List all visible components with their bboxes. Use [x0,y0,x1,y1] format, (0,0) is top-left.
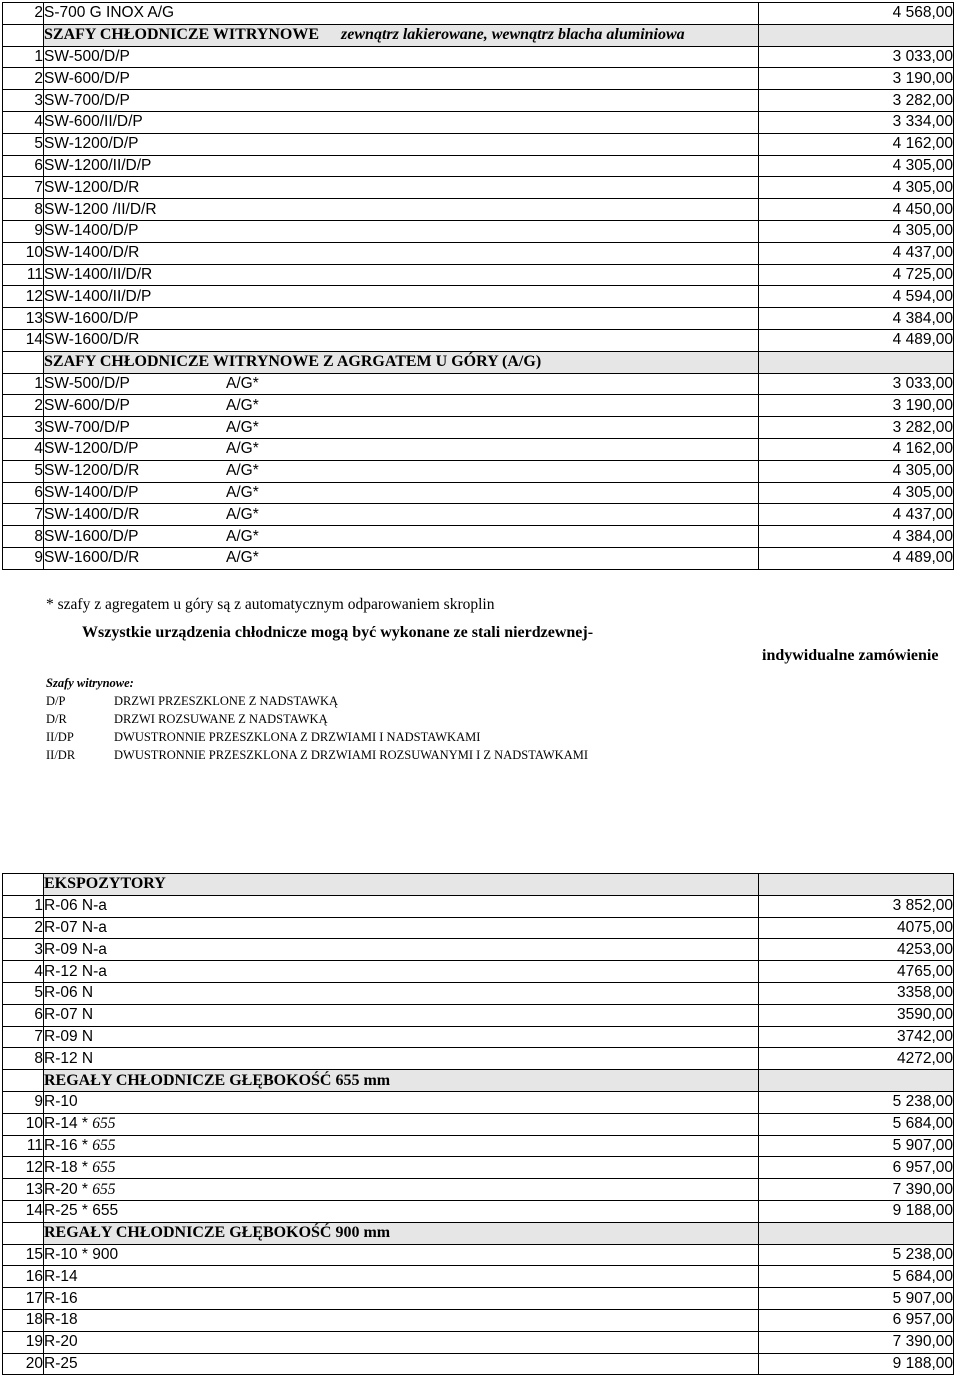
model-name: S-700 G INOX A/G [44,4,175,22]
table-row [3,482,954,504]
table-row [3,373,954,395]
model-name: SW-1200/II/D/P [44,156,152,174]
row-number: 5 [3,982,44,1004]
table-row [3,155,954,177]
model-cell [44,90,759,112]
table-row [3,1309,954,1331]
model-cell [44,286,759,308]
price: 4 568,00 [759,3,954,25]
model-name: R-25 * 655 [44,1202,119,1220]
price: 4272,00 [759,1048,954,1070]
price: 4 450,00 [759,199,954,221]
row-number: 4 [3,111,44,133]
row-number: 6 [3,155,44,177]
legend-row [46,746,588,764]
model-name: R-07 N [44,1006,94,1024]
price: 3 282,00 [759,417,954,439]
model-cell [44,111,759,133]
model-cell [44,395,759,417]
price: 5 238,00 [759,1244,954,1266]
section-header-row [3,351,954,373]
table-row [3,504,954,526]
price: 9 188,00 [759,1200,954,1222]
aggregate-mark: A/G* [226,505,259,523]
row-number: 7 [3,1026,44,1048]
price: 3 033,00 [759,46,954,68]
model-name: SW-700/D/P [44,418,130,436]
model-cell [44,939,759,961]
model-cell [44,547,759,569]
model-name: SW-1600/D/R [44,549,140,567]
model-cell [44,1179,759,1201]
row-number: 7 [3,504,44,526]
row-number: 7 [3,177,44,199]
model-cell [44,1048,759,1070]
model-cell [44,417,759,439]
table-row [3,177,954,199]
price: 4 594,00 [759,286,954,308]
model-cell [44,482,759,504]
model-cell [44,1200,759,1222]
table-row [3,242,954,264]
model-name: R-18 [44,1311,78,1329]
table-row [3,1135,954,1157]
price: 5 907,00 [759,1135,954,1157]
row-number [3,351,44,373]
price: 4 384,00 [759,308,954,330]
row-number: 3 [3,90,44,112]
row-number: 20 [3,1353,44,1375]
price: 4 162,00 [759,133,954,155]
row-number: 8 [3,1048,44,1070]
price: 3 190,00 [759,68,954,90]
table-row [3,1004,954,1026]
price: 4 305,00 [759,460,954,482]
model-cell [44,1353,759,1375]
model-name: R-20 * [44,1180,93,1198]
price: 4 384,00 [759,526,954,548]
table-row [3,417,954,439]
model-name: SW-1200/D/P [44,440,139,458]
price: 4 725,00 [759,264,954,286]
price-table-racks [2,873,954,1375]
row-number: 10 [3,242,44,264]
model-name: SW-600/D/P [44,396,130,414]
row-number [3,24,44,46]
model-cell [44,1266,759,1288]
row-number: 14 [3,329,44,351]
table-row [3,308,954,330]
price: 3358,00 [759,982,954,1004]
row-number: 14 [3,1200,44,1222]
table-row [3,1200,954,1222]
row-number: 19 [3,1331,44,1353]
model-name: R-16 * [44,1136,93,1154]
table-row [3,90,954,112]
row-number: 5 [3,133,44,155]
table-row [3,917,954,939]
section-header-row [3,874,954,896]
model-name: SW-1200 /II/D/R [44,200,157,218]
model-cell [44,1026,759,1048]
legend-title: Szafy witrynowe: [46,676,134,690]
section-title-cell [44,1070,759,1092]
model-name: SW-1400/D/P [44,483,139,501]
depth-suffix: 655 [92,1180,116,1198]
model-name: SW-1400/D/R [44,505,140,523]
price: 5 684,00 [759,1113,954,1135]
table-row [3,1266,954,1288]
price: 4253,00 [759,939,954,961]
aggregate-mark: A/G* [226,549,259,567]
stainless-steel-note: Wszystkie urządzenia chłodnicze mogą być wykonane ze stali nierdzewnej- [82,624,594,641]
section-title-cell [44,24,759,46]
model-name: R-20 [44,1333,78,1351]
table-row [3,1091,954,1113]
row-number: 9 [3,220,44,242]
aggregate-footnote: * szafy z agregatem u góry są z automatycznym odparowaniem skroplin [46,596,495,613]
legend-row [46,692,588,710]
model-cell [44,264,759,286]
price: 3 033,00 [759,373,954,395]
row-number: 3 [3,939,44,961]
aggregate-mark: A/G* [226,527,259,545]
legend-desc: DRZWI PRZESZKLONE Z NADSTAWKĄ [114,694,339,708]
row-number: 11 [3,1135,44,1157]
model-name: R-10 [44,1093,78,1111]
price: 4 489,00 [759,547,954,569]
price: 6 957,00 [759,1157,954,1179]
table-row [3,939,954,961]
model-name: SW-600/II/D/P [44,113,143,131]
legend-desc: DWUSTRONNIE PRZESZKLONA Z DRZWIAMI ROZSUWANYMI I Z NADSTAWKAMI [114,748,589,762]
depth-suffix: 655 [92,1136,116,1154]
row-number: 8 [3,199,44,221]
legend-desc: DRZWI ROZSUWANE Z NADSTAWKĄ [114,712,328,726]
table-row [3,1026,954,1048]
row-number: 16 [3,1266,44,1288]
row-number: 1 [3,373,44,395]
model-name: R-18 * [44,1158,93,1176]
model-name: R-12 N [44,1049,94,1067]
price: 4765,00 [759,961,954,983]
row-number: 5 [3,460,44,482]
model-cell [44,1113,759,1135]
section-header-row [3,1070,954,1092]
table-row [3,1157,954,1179]
model-name: SW-1600/D/R [44,331,140,349]
table-row [3,111,954,133]
table-row [3,460,954,482]
price: 3 282,00 [759,90,954,112]
price: 4 305,00 [759,155,954,177]
model-name: SW-700/D/P [44,91,130,109]
row-number: 8 [3,526,44,548]
section-title-cell [44,1222,759,1244]
model-cell [44,242,759,264]
row-number: 6 [3,482,44,504]
model-cell [44,68,759,90]
model-name: SW-1200/D/P [44,135,139,153]
model-cell [44,1135,759,1157]
table-row [3,68,954,90]
aggregate-mark: A/G* [226,374,259,392]
aggregate-mark: A/G* [226,440,259,458]
model-name: SW-1400/II/D/R [44,265,153,283]
price-cell [759,1070,954,1092]
legend-code: D/P [46,694,66,708]
depth-suffix: 655 [92,1115,116,1133]
row-number: 12 [3,1157,44,1179]
model-name: R-06 N-a [44,897,107,915]
table-row [3,1113,954,1135]
section-title: SZAFY CHŁODNICZE WITRYNOWE Z AGRGATEM U GÓRY (A/G) [44,353,542,371]
section-title: REGAŁY CHŁODNICZE GŁĘBOKOŚĆ 655 mm [44,1071,391,1089]
price: 3 190,00 [759,395,954,417]
table-row [3,199,954,221]
table-row [3,895,954,917]
row-number: 18 [3,1309,44,1331]
table-row [3,1179,954,1201]
price: 3 334,00 [759,111,954,133]
table-row [3,1353,954,1375]
aggregate-mark: A/G* [226,418,259,436]
model-name: R-14 [44,1267,78,1285]
model-name: SW-500/D/P [44,374,130,392]
model-name: SW-1200/D/R [44,462,140,480]
section-title-cell [44,351,759,373]
model-name: SW-600/D/P [44,69,130,87]
section-title: SZAFY CHŁODNICZE WITRYNOWE [44,26,320,44]
model-cell [44,220,759,242]
price: 4 162,00 [759,438,954,460]
price: 4 437,00 [759,242,954,264]
model-cell [44,1004,759,1026]
row-number: 1 [3,895,44,917]
model-cell [44,982,759,1004]
model-name: R-12 N-a [44,962,107,980]
table-row [3,438,954,460]
row-number [3,1222,44,1244]
row-number: 15 [3,1244,44,1266]
model-name: R-09 N-a [44,940,107,958]
price: 3 852,00 [759,895,954,917]
row-number [3,874,44,896]
table-row [3,133,954,155]
model-name: R-25 [44,1354,78,1372]
price: 4 305,00 [759,220,954,242]
price-table-cabinets [2,2,954,570]
price: 4 305,00 [759,482,954,504]
row-number: 1 [3,46,44,68]
section-header-row [3,24,954,46]
price-cell [759,351,954,373]
model-cell [44,1309,759,1331]
row-number [3,1070,44,1092]
row-number: 6 [3,1004,44,1026]
section-title-cell [44,874,759,896]
legend-row [46,728,588,746]
price-cell [759,1222,954,1244]
price: 5 684,00 [759,1266,954,1288]
row-number: 10 [3,1113,44,1135]
price: 4 489,00 [759,329,954,351]
model-name: R-07 N-a [44,918,107,936]
depth-suffix: 655 [92,1158,116,1176]
model-name: SW-1600/D/P [44,527,139,545]
model-cell [44,155,759,177]
row-number: 9 [3,547,44,569]
model-name: SW-1600/D/P [44,309,139,327]
row-number: 13 [3,308,44,330]
custom-order-note: indywidualne zamówienie [762,647,939,664]
aggregate-mark: A/G* [226,396,259,414]
legend-row [46,710,588,728]
row-number: 17 [3,1288,44,1310]
model-name: SW-500/D/P [44,47,130,65]
model-cell [44,1331,759,1353]
table-row [3,329,954,351]
model-name: R-09 N [44,1027,94,1045]
legend-code: II/DR [46,748,76,762]
section-header-row [3,1222,954,1244]
legend [46,674,588,764]
model-name: R-10 * 900 [44,1245,119,1263]
model-name: SW-1400/D/P [44,222,139,240]
price: 5 238,00 [759,1091,954,1113]
model-cell [44,526,759,548]
legend-code: D/R [46,712,67,726]
table-row [3,395,954,417]
row-number: 9 [3,1091,44,1113]
model-name: R-16 [44,1289,78,1307]
row-number: 11 [3,264,44,286]
table-row [3,220,954,242]
row-number: 2 [3,68,44,90]
model-cell [44,177,759,199]
section-title: EKSPOZYTORY [44,875,166,893]
model-cell [44,3,759,25]
table-row [3,264,954,286]
row-number: 4 [3,961,44,983]
model-name: SW-1400/D/R [44,244,140,262]
model-cell [44,1091,759,1113]
model-cell [44,373,759,395]
row-number: 2 [3,3,44,25]
row-number: 12 [3,286,44,308]
section-title: REGAŁY CHŁODNICZE GŁĘBOKOŚĆ 900 mm [44,1224,391,1242]
table-row [3,1244,954,1266]
row-number: 4 [3,438,44,460]
row-number: 13 [3,1179,44,1201]
model-cell [44,1244,759,1266]
price: 3590,00 [759,1004,954,1026]
price: 4075,00 [759,917,954,939]
model-cell [44,961,759,983]
legend-desc: DWUSTRONNIE PRZESZKLONA Z DRZWIAMI I NADSTAWKAMI [114,730,481,744]
model-cell [44,460,759,482]
table-row [3,1048,954,1070]
model-cell [44,917,759,939]
price: 3742,00 [759,1026,954,1048]
model-cell [44,46,759,68]
table-row [3,3,954,25]
price: 9 188,00 [759,1353,954,1375]
table-row [3,982,954,1004]
model-cell [44,504,759,526]
table-row [3,46,954,68]
row-number: 3 [3,417,44,439]
legend-code: II/DP [46,730,74,744]
price: 5 907,00 [759,1288,954,1310]
model-cell [44,133,759,155]
model-cell [44,1157,759,1179]
table-row [3,286,954,308]
price: 4 305,00 [759,177,954,199]
table-row [3,1331,954,1353]
model-cell [44,329,759,351]
table-row [3,1288,954,1310]
model-name: SW-1200/D/R [44,178,140,196]
price: 6 957,00 [759,1309,954,1331]
model-cell [44,1288,759,1310]
model-name: R-06 N [44,984,94,1002]
price: 7 390,00 [759,1331,954,1353]
price-cell [759,24,954,46]
aggregate-mark: A/G* [226,483,259,501]
table-row [3,961,954,983]
price: 7 390,00 [759,1179,954,1201]
table-row [3,547,954,569]
model-cell [44,438,759,460]
aggregate-mark: A/G* [226,462,259,480]
model-cell [44,895,759,917]
row-number: 2 [3,917,44,939]
table-row [3,526,954,548]
price: 4 437,00 [759,504,954,526]
model-name: SW-1400/II/D/P [44,287,152,305]
model-cell [44,308,759,330]
section-subtitle: zewnątrz lakierowane, wewnątrz blacha aluminiowa [341,26,685,44]
model-name: R-14 * [44,1115,93,1133]
model-cell [44,199,759,221]
row-number: 2 [3,395,44,417]
price-cell [759,874,954,896]
